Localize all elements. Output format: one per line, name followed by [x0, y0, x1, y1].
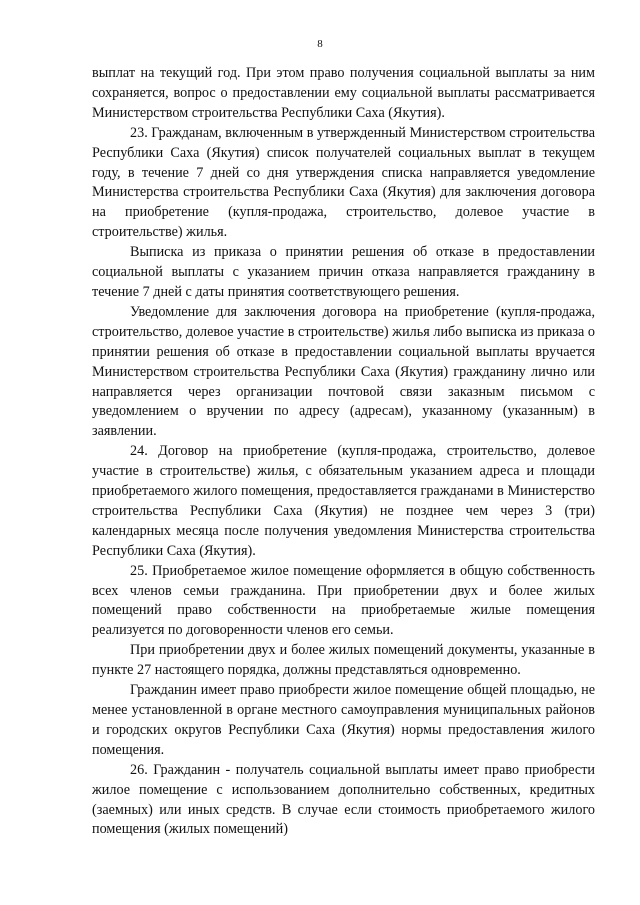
- paragraph-item-23: 23. Гражданам, включенным в утвержденный Министерством строительства Республики Саха (Якутия) список получателей социальных выплат в текущем году, в течение 7 дней со дня утверждения списка направляется уведомление Министерства строительства Республики Саха (Якутия) для заключения договора на приобретение (купля-продажа, строительство, долевое участие в строительстве) жилья.: [92, 124, 595, 241]
- paragraph-item-26: 26. Гражданин - получатель социальной выплаты имеет право приобрести жилое помещение с использованием дополнительно собственных, кредитных (заемных) или иных средств. В случае если стоимость приобретаемого жилого помещения (жилых помещений): [92, 761, 595, 838]
- page-number: 8: [317, 38, 323, 50]
- paragraph-item-25: 25. Приобретаемое жилое помещение оформляется в общую собственность всех членов семьи гражданина. При приобретении двух и более жилых помещений право собственности на приобретаемые жилые помещения реализуется по договоренности членов его семьи.: [92, 562, 595, 639]
- paragraph-item-24: 24. Договор на приобретение (купля-продажа, строительство, долевое участие в строительстве) жилья, с обязательным указанием адреса и площади приобретаемого жилого помещения, предоставляется гражданами в Министерство строительства Республики Саха (Якутия) не позднее чем через 3 (три) календарных месяца после получения уведомления Министерства строительства Республики Саха (Якутия).: [92, 443, 595, 559]
- paragraph-notification-delivery: Уведомление для заключения договора на приобретение (купля-продажа, строительство, долевое участие в строительстве) жилья либо выписка из приказа о принятии решения об отказе в предоставлении социальной выплаты вручается Министерством строительства Республики Саха (Якутия) гражданину лично или направляется через организации почтовой связи заказным письмом с уведомлением о вручении по адресу (адресам), указанному (указанным) в заявлении.: [92, 303, 595, 440]
- paragraph-continuation: выплат на текущий год. При этом право получения социальной выплаты за ним сохраняется, вопрос о предоставлении ему социальной выплаты рассматривается Министерством строительства Республики Саха (Якутия).: [92, 65, 595, 121]
- paragraph-multiple-premises: При приобретении двух и более жилых помещений документы, указанные в пункте 27 настоящего порядка, должны представляться одновременно.: [92, 642, 595, 679]
- paragraph-area-norm: Гражданин имеет право приобрести жилое помещение общей площадью, не менее установленной в органе местного самоуправления муниципальных районов и городских округов Республики Саха (Якутия) нормы предоставления жилого помещения.: [92, 682, 595, 758]
- document-body: [92, 64, 595, 840]
- paragraph-refusal-extract: Выписка из приказа о принятии решения об отказе в предоставлении социальной выплаты с указанием причин отказа направляется гражданину в течение 7 дней с даты принятия соответствующего решения.: [92, 244, 595, 300]
